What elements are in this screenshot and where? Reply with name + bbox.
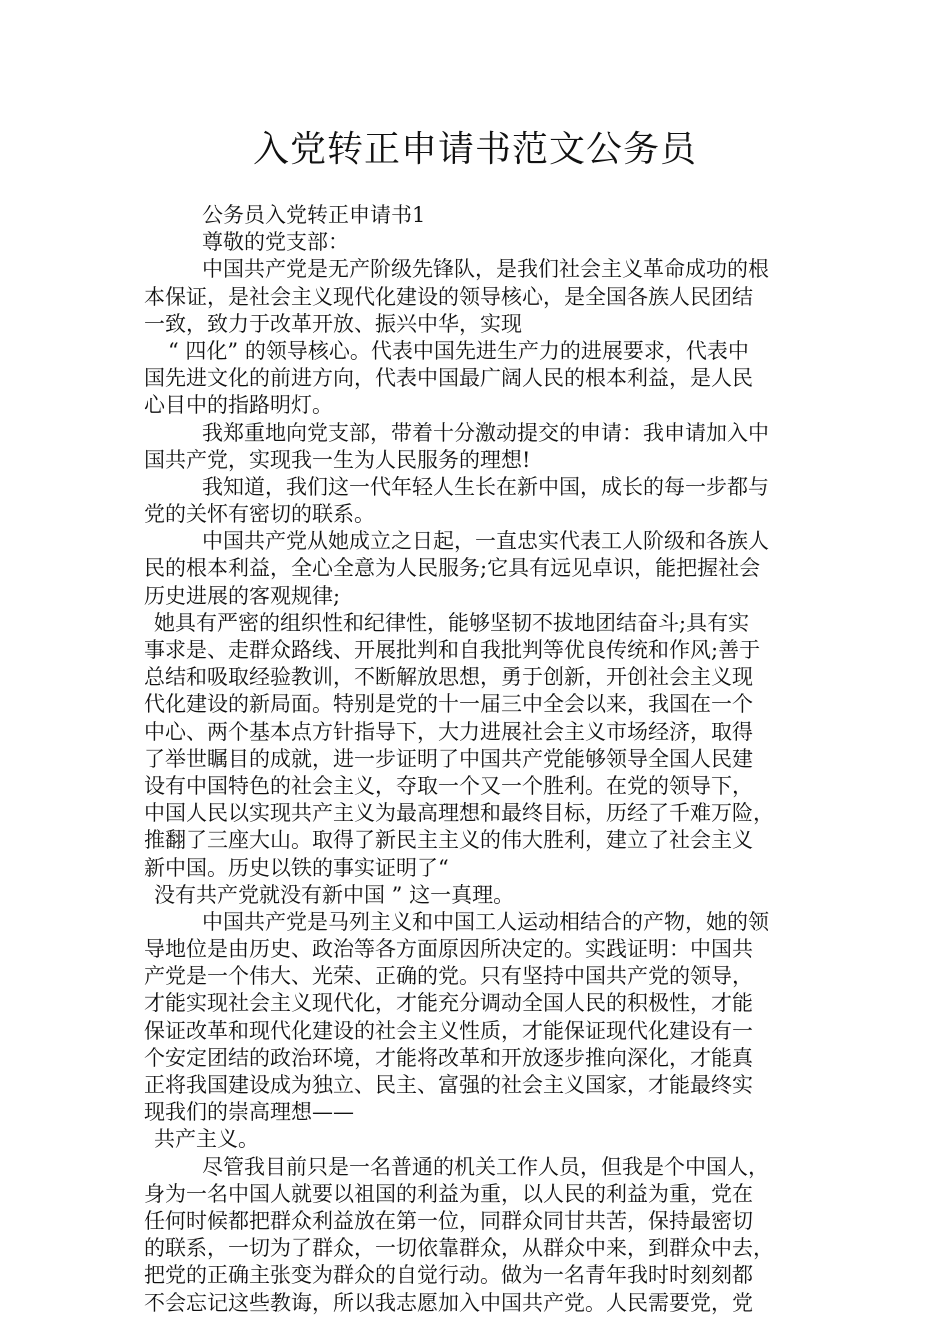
paragraph-line: 本保证，是社会主义现代化建设的领导核心，是全国各族人民团结 xyxy=(144,284,753,309)
paragraph-line: 设有中国特色的社会主义，夺取一个又一个胜利。在党的领导下， xyxy=(144,773,753,798)
paragraph-line: 任何时候都把群众利益放在第一位，同群众同甘共苦，保持最密切 xyxy=(144,1208,753,1233)
paragraph-line: 代化建设的新局面。特别是党的十一届三中全会以来，我国在一个 xyxy=(144,692,753,717)
paragraph-line: 心目中的指路明灯。 xyxy=(144,393,333,418)
paragraph-line: 事求是、走群众路线、开展批判和自我批判等优良传统和作风;善于 xyxy=(144,638,761,662)
page-title: 入党转正申请书范文公务员 xyxy=(252,129,697,170)
paragraph-line: 一致，致力于改革开放、振兴中华，实现 xyxy=(144,311,522,336)
paragraph-line: 产党是一个伟大、光荣、正确的党。只有坚持中国共产党的领导， xyxy=(144,964,753,989)
paragraph-line: 的联系，一切为了群众，一切依靠群众，从群众中来，到群众中去， xyxy=(144,1236,774,1261)
paragraph-line: 没有共产党就没有新中国 ” 这一真理。 xyxy=(154,882,515,907)
subtitle-line: 公务员入党转正申请书1 xyxy=(202,203,426,227)
paragraph-line: 中国人民以实现共产主义为最高理想和最终目标，历经了千难万险， xyxy=(144,801,774,826)
paragraph-line: “ 四化” 的领导核心。代表中国先进生产力的进展要求，代表中 xyxy=(168,338,749,363)
paragraph-line: 了举世瞩目的成就，进一步证明了中国共产党能够领导全国人民建 xyxy=(144,746,753,771)
paragraph-line: 正将我国建设成为独立、民主、富强的社会主义国家，才能最终实 xyxy=(144,1073,753,1097)
paragraph-line: 党的关怀有密切的联系。 xyxy=(144,502,375,527)
paragraph-line: 不会忘记这些教诲，所以我志愿加入中国共产党。人民需要党，党 xyxy=(144,1290,753,1315)
paragraph-line: 历史进展的客观规律; xyxy=(144,583,341,608)
paragraph-line: 现我们的崇高理想—— xyxy=(144,1100,354,1125)
paragraph-line: 身为一名中国人就要以祖国的利益为重，以人民的利益为重，党在 xyxy=(144,1181,753,1206)
paragraph-line: 中国共产党是马列主义和中国工人运动相结合的产物，她的领 xyxy=(202,909,769,934)
paragraph-line: 我知道，我们这一代年轻人生长在新中国，成长的每一步都与 xyxy=(202,474,769,499)
paragraph-line: 导地位是由历史、政治等各方面原因所决定的。实践证明：中国共 xyxy=(144,937,753,962)
paragraph-line: 推翻了三座大山。取得了新民主主义的伟大胜利，建立了社会主义 xyxy=(144,828,753,853)
paragraph-line: 尽管我目前只是一名普通的机关工作人员，但我是个中国人， xyxy=(202,1154,769,1179)
paragraph-line: 国共产党，实现我一生为人民服务的理想! xyxy=(144,447,531,472)
paragraph-line: 中国共产党从她成立之日起，一直忠实代表工人阶级和各族人 xyxy=(202,529,769,554)
paragraph-line: 新中国。历史以铁的事实证明了“ xyxy=(144,855,449,880)
paragraph-line: 她具有严密的组织性和纪律性，能够坚韧不拔地团结奋斗;具有实 xyxy=(154,610,750,635)
document-body xyxy=(144,202,824,1317)
paragraph-line: 个安定团结的政治环境，才能将改革和开放逐步推向深化，才能真 xyxy=(144,1045,753,1070)
paragraph-line: 总结和吸取经验教训，不断解放思想，勇于创新，开创社会主义现 xyxy=(144,665,753,690)
paragraph-line: 中心、两个基本点方针指导下，大力进展社会主义市场经济，取得 xyxy=(144,719,753,744)
paragraph-line: 才能实现社会主义现代化，才能充分调动全国人民的积极性，才能 xyxy=(144,991,753,1016)
paragraph-line: 我郑重地向党支部，带着十分激动提交的申请：我申请加入中 xyxy=(202,420,769,445)
paragraph-line: 共产主义。 xyxy=(154,1127,259,1152)
paragraph-line: 国先进文化的前进方向，代表中国最广阔人民的根本利益，是人民 xyxy=(144,366,753,391)
paragraph-line: 保证改革和现代化建设的社会主义性质，才能保证现代化建设有一 xyxy=(144,1018,753,1043)
salutation-line: 尊敬的党支部： xyxy=(202,230,349,255)
paragraph-line: 把党的正确主张变为群众的自觉行动。做为一名青年我时时刻刻都 xyxy=(144,1263,753,1288)
paragraph-line: 中国共产党是无产阶级先锋队，是我们社会主义革命成功的根 xyxy=(202,257,769,282)
paragraph-line: 民的根本利益，全心全意为人民服务;它具有远见卓识，能把握社会 xyxy=(144,556,761,581)
